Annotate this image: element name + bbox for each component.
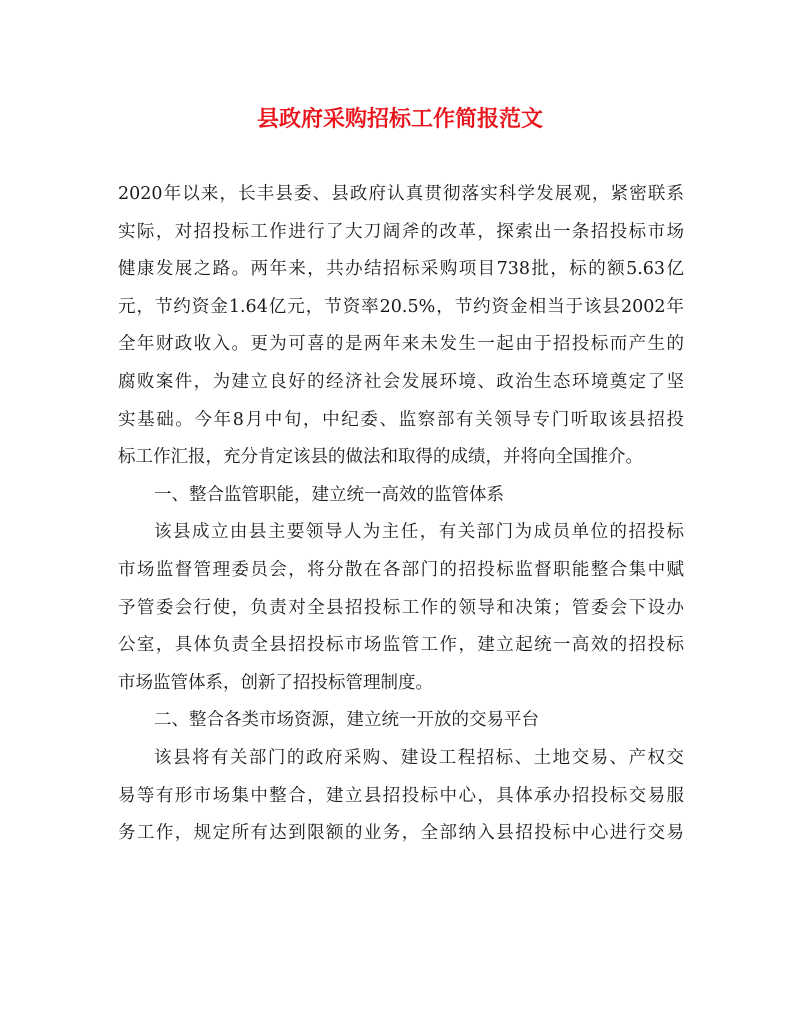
body-line: 2020年以来，长丰县委、县政府认真贯彻落实科学发展观，紧密联系 [118, 184, 684, 204]
body-line: 实基础。今年8月中旬，中纪委、监察部有关领导专门听取该县招投 [118, 409, 684, 430]
body-line: 易等有形市场集中整合，建立县招投标中心，具体承办招投标交易服 [118, 785, 684, 806]
body-line: 健康发展之路。两年来，共办结招标采购项目738批，标的额5.63亿 [118, 259, 684, 280]
body-line: 元，节约资金1.64亿元，节资率20.5%，节约资金相当于该县2002年 [118, 296, 684, 317]
document-body [118, 176, 684, 853]
body-line: 市场监管体系，创新了招投标管理制度。 [118, 672, 433, 693]
body-line: 实际，对招投标工作进行了大刀阔斧的改革，探索出一条招投标市场 [118, 221, 684, 242]
document-title: 县政府采购招标工作简报范文 [256, 106, 543, 132]
body-line: 一、整合监管职能，建立统一高效的监管体系 [154, 484, 504, 505]
body-line: 二、整合各类市场资源，建立统一开放的交易平台 [154, 710, 539, 731]
body-line: 腐败案件，为建立良好的经济社会发展环境、政治生态环境奠定了坚 [118, 371, 684, 392]
body-line: 该县将有关部门的政府采购、建设工程招标、土地交易、产权交 [154, 747, 684, 768]
body-line: 全年财政收入。更为可喜的是两年来未发生一起由于招投标而产生的 [118, 334, 684, 355]
body-line: 该县成立由县主要领导人为主任，有关部门为成员单位的招投标 [154, 522, 684, 543]
body-line: 公室，具体负责全县招投标市场监管工作，建立起统一高效的招投标 [118, 635, 684, 656]
body-line: 标工作汇报，充分肯定该县的做法和取得的成绩，并将向全国推介。 [118, 447, 643, 468]
body-line: 务工作，规定所有达到限额的业务，全部纳入县招投标中心进行交易 [118, 823, 684, 844]
body-line: 予管委会行使，负责对全县招投标工作的领导和决策；管委会下设办 [118, 597, 684, 618]
body-line: 市场监督管理委员会，将分散在各部门的招投标监督职能整合集中赋 [118, 559, 684, 580]
